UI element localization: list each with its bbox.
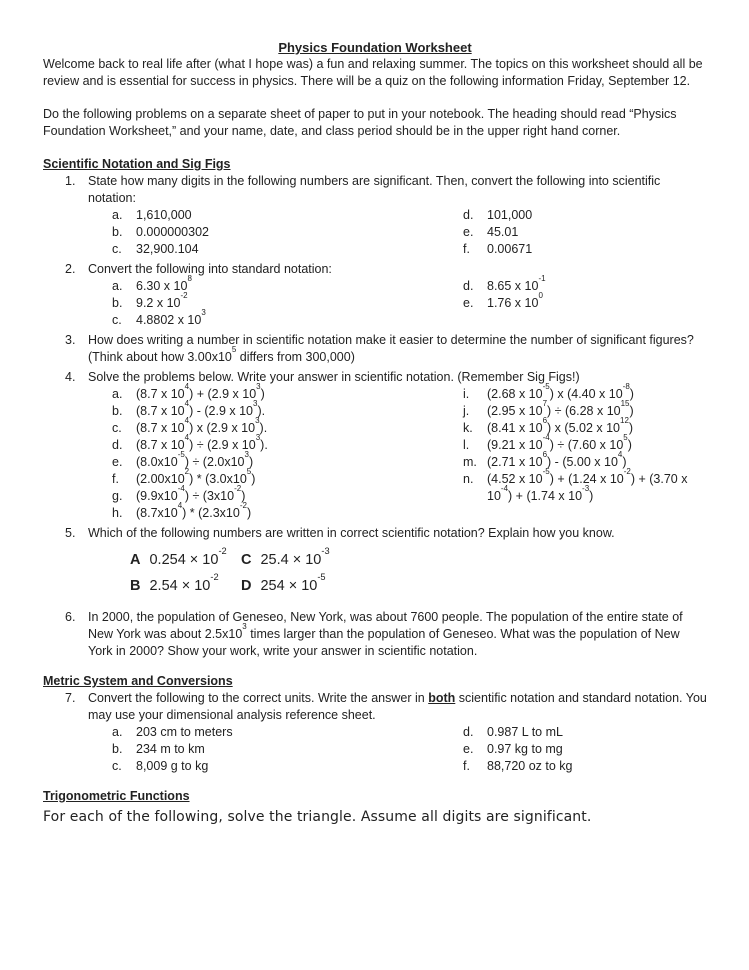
list-item-label: b. [112, 404, 123, 418]
list-item [112, 274, 463, 295]
question-5-number: 5. [65, 526, 76, 540]
list-item-label: D [241, 578, 252, 594]
question-4-prompt: Solve the problems below. Write your answer in scientific notation. (Remember Sig Figs!) [88, 370, 580, 384]
list-item-text: (8.41 x $10^6$) x (5.02 x $10^{12}$) [487, 416, 634, 435]
list-item-text: (2.71 x $10^6) - (5.00$ x $10^4$) [487, 450, 627, 469]
question-5-body [88, 525, 707, 606]
list-item-text: 0.00671 [487, 242, 533, 256]
list-item-label: a. [112, 725, 123, 739]
list-item [112, 308, 463, 329]
list-item-label: d. [463, 208, 474, 222]
list-item-text: $(9.9x10^{-4}) \div (3x10^{-2})$ [136, 484, 246, 503]
superscript-exponent: 12 [620, 416, 629, 426]
superscript-exponent: 8 [187, 274, 192, 284]
list-item-label: a. [112, 387, 123, 401]
list-item-label: c. [112, 759, 122, 773]
question-2 [43, 261, 707, 329]
list-item-label: c. [112, 242, 122, 256]
page-title: Physics Foundation Worksheet [278, 40, 472, 55]
superscript-exponent: -5 [177, 450, 185, 460]
question-1-body [88, 173, 707, 258]
list-item [463, 741, 707, 758]
question-1-options [88, 207, 707, 258]
superscript-exponent: 6 [542, 450, 548, 460]
list-item [112, 501, 463, 522]
superscript-exponent: 2 [184, 467, 190, 477]
superscript-exponent: 0 [538, 291, 543, 301]
question-6-prompt: In 2000, the population of Geneseo, New York, was about 7600 people. The population of the entire state of New York was about $2.5x10^3$ times larger than the population of Geneseo. What was the population of New York in 2000? Show your work, write your answer in scientific notation. [88, 610, 683, 658]
list-item-label: e. [112, 455, 123, 469]
list-item-label: n. [463, 472, 474, 486]
list-item-text: $(8.7x10^4) * (2.3x10^{-2})$ [136, 501, 252, 520]
section-heading-trig: Trigonometric Functions [43, 789, 190, 803]
list-item [463, 224, 707, 241]
list-item-text: 4.8802 x $10^3$ [136, 308, 206, 327]
list-item-label: d. [112, 438, 123, 452]
question-4 [43, 369, 707, 522]
list-item [112, 484, 463, 505]
question-7 [43, 690, 707, 775]
superscript-exponent: -4 [177, 484, 185, 494]
list-item-label: B [130, 578, 141, 594]
list-item-text: 203 cm to meters [136, 725, 233, 739]
list-item-text: 9.2 x $10^{-2}$ [136, 291, 188, 310]
section-trig [43, 788, 707, 827]
list-item-text: 101,000 [487, 208, 533, 222]
superscript-exponent: -8 [622, 382, 630, 392]
list-item-label: A [130, 552, 141, 568]
list-item-text: $(8.0x10^{-5}) \div (2.0x10^3)$ [136, 450, 254, 469]
superscript-exponent: 3 [253, 399, 258, 409]
list-item-text: 234 m to km [136, 742, 205, 756]
question-4-options-right [463, 382, 707, 505]
superscript-exponent: 5 [246, 467, 252, 477]
list-item-label: f. [463, 759, 470, 773]
trig-instruction: For each of the following, solve the triangle. Assume all digits are significant. [43, 809, 592, 825]
list-item [463, 291, 707, 312]
list-item-text: (4.52 x $10^{-5}) + (1.24$ x $10^{-2}) + (3.70$ x $10^{-4}) + (1.74$ x $10^{-3}$) [487, 467, 688, 503]
superscript-exponent: -2 [180, 291, 188, 301]
question-4-options-left [88, 382, 463, 522]
superscript-exponent: -3 [582, 484, 590, 494]
question-7-prompt: Convert the following to the correct units. Write the answer in both scientific notation and standard notation. You may use your dimensional analysis reference sheet. [88, 691, 707, 722]
question-7-body [88, 690, 707, 775]
superscript-exponent: -5 [317, 572, 326, 582]
superscript-exponent: 15 [620, 399, 630, 409]
question-7-options-left [88, 724, 463, 775]
list-item [112, 399, 463, 420]
list-item-text: $254 \times 10^{-5}$ [260, 572, 326, 594]
question-6-body [88, 609, 707, 660]
list-item-label: f. [463, 242, 470, 256]
question-1 [43, 173, 707, 258]
superscript-exponent: -2 [234, 484, 242, 494]
question-1-number: 1. [65, 174, 76, 188]
list-item-text: 45.01 [487, 225, 519, 239]
list-item [241, 573, 441, 599]
list-item-label: c. [112, 421, 122, 435]
list-item-text: $2.54 \times 10^{-2}$ [149, 572, 219, 594]
list-item [112, 467, 463, 488]
emphasized-text: both [428, 691, 456, 705]
list-item-label: b. [112, 225, 123, 239]
list-item-text: 8.65 x $10^{-1}$ [487, 274, 546, 293]
superscript-exponent: 3 [255, 433, 261, 443]
question-5-prompt: Which of the following numbers are written in correct scientific notation? Explain how you know. [88, 526, 615, 540]
list-item [463, 399, 707, 420]
list-item-label: f. [112, 472, 119, 486]
list-item-text: 8,009 g to kg [136, 759, 209, 773]
question-2-number: 2. [65, 262, 76, 276]
list-item-label: e. [463, 225, 474, 239]
question-6-number: 6. [65, 610, 76, 624]
list-item-label: k. [463, 421, 473, 435]
list-item [112, 724, 463, 741]
list-item-text: $0.254 \times 10^{-2}$ [149, 546, 227, 568]
superscript-exponent: 3 [201, 308, 206, 318]
list-item [463, 724, 707, 741]
list-item-text: $25.4 \times 10^{-3}$ [260, 546, 330, 568]
superscript-exponent: 4 [617, 450, 623, 460]
list-item [112, 241, 463, 258]
question-7-options-right [463, 724, 707, 775]
list-item-text: (8.7 x $10^4) + (2.9$ x $10^3$) [136, 382, 265, 401]
list-item [112, 416, 463, 437]
question-5-choices-right [241, 547, 441, 599]
list-item-label: c. [112, 313, 122, 327]
list-item-text: 88,720 oz to kg [487, 759, 573, 773]
list-item-label: e. [463, 742, 474, 756]
superscript-exponent: 5 [231, 345, 237, 355]
superscript-exponent: -3 [321, 546, 330, 556]
list-item [463, 450, 707, 471]
question-1-options-right [463, 207, 707, 258]
question-6 [43, 609, 707, 660]
superscript-exponent: 4 [184, 399, 190, 409]
question-5 [43, 525, 707, 606]
question-4-number: 4. [65, 370, 76, 384]
list-item-text: 1,610,000 [136, 208, 192, 222]
list-item-label: d. [463, 725, 474, 739]
superscript-exponent: 5 [623, 433, 628, 443]
superscript-exponent: 3 [255, 416, 260, 426]
list-item [463, 467, 707, 505]
list-item-text: (8.7 x $10^4$) x (2.9 x $10^3$). [136, 416, 268, 435]
list-item-text: (8.7 x $10^4) \div (2.9$ x $10^3$). [136, 433, 268, 452]
superscript-exponent: 3 [244, 450, 249, 460]
list-item-text: (9.21 x $10^{-4}) \div (7.60$ x $10^5$) [487, 433, 632, 452]
list-item [463, 382, 707, 403]
list-item-label: e. [463, 296, 474, 310]
list-item-label: g. [112, 489, 123, 503]
list-item-label: b. [112, 296, 123, 310]
superscript-exponent: 3 [242, 622, 247, 632]
intro-paragraph-1: Welcome back to real life after (what I hope was) a fun and relaxing summer. The topics on this worksheet should all be review and is essential for success in physics. There will be a quiz on the following information Friday, September 12. [43, 57, 703, 88]
list-item-label: m. [463, 455, 477, 469]
list-item-label: C [241, 552, 252, 568]
superscript-exponent: -2 [218, 546, 227, 556]
list-item-label: l. [463, 438, 470, 452]
superscript-exponent: -2 [623, 467, 631, 477]
section-metric [43, 673, 707, 775]
list-item [112, 207, 463, 224]
list-item-text: (8.7 x $10^4) - (2.9$ x $10^3$). [136, 399, 266, 418]
list-item [463, 758, 707, 775]
superscript-exponent: 4 [177, 501, 183, 511]
section-heading-metric: Metric System and Conversions [43, 674, 233, 688]
question-5-choices [88, 547, 707, 599]
question-7-number: 7. [65, 691, 76, 705]
list-item-label: a. [112, 279, 123, 293]
list-item [112, 741, 463, 758]
question-4-body [88, 369, 707, 522]
list-item [463, 241, 707, 258]
list-item [130, 573, 241, 599]
superscript-exponent: 4 [184, 433, 190, 443]
question-2-body [88, 261, 707, 329]
question-5-choices-left [88, 547, 241, 599]
list-item-label: j. [463, 404, 470, 418]
list-item-label: d. [463, 279, 474, 293]
question-3-prompt: How does writing a number in scientific notation make it easier to determine the number of significant figures? (Think about how $3.00x10^5$ differs from 300,000) [88, 333, 694, 364]
question-1-options-left [88, 207, 463, 258]
list-item [112, 291, 463, 312]
list-item [463, 207, 707, 224]
question-2-prompt: Convert the following into standard notation: [88, 262, 332, 276]
list-item [463, 416, 707, 437]
list-item-text: 0.987 L to mL [487, 725, 563, 739]
list-item [241, 547, 441, 573]
question-3-body [88, 332, 707, 366]
list-item-text: 0.97 kg to mg [487, 742, 563, 756]
superscript-exponent: 7 [542, 399, 548, 409]
list-item-label: b. [112, 742, 123, 756]
list-item-text: (2.68 x $10^{-5}$) x (4.40 x $10^{-8}$) [487, 382, 634, 401]
superscript-exponent: -4 [542, 433, 550, 443]
list-item-text: 1.76 x $10^0$ [487, 291, 543, 310]
superscript-exponent: 4 [184, 416, 190, 426]
superscript-exponent: -4 [500, 484, 509, 494]
section-heading-sigfigs: Scientific Notation and Sig Figs [43, 157, 231, 171]
superscript-exponent: 4 [184, 382, 190, 392]
list-item [463, 433, 707, 454]
list-item [112, 433, 463, 454]
intro-paragraph-2: Do the following problems on a separate sheet of paper to put in your notebook. The heading should read “Physics Foundation Worksheet,” and your name, date, and class period should be in the upper right hand corner. [43, 107, 677, 138]
superscript-exponent: -5 [542, 382, 550, 392]
list-item-text: (2.95 x $10^7) \div (6.28$ x $10^{15}$) [487, 399, 634, 418]
list-item-text: 0.000000302 [136, 225, 209, 239]
superscript-exponent: -2 [210, 572, 219, 582]
question-2-options [88, 274, 707, 329]
list-item [130, 547, 241, 573]
superscript-exponent: 6 [542, 416, 548, 426]
list-item-label: i. [463, 387, 470, 401]
question-3-number: 3. [65, 333, 76, 347]
superscript-exponent: 3 [256, 382, 261, 392]
question-7-options [88, 724, 707, 775]
list-item-text: 6.30 x $10^8$ [136, 274, 192, 293]
superscript-exponent: -5 [542, 467, 550, 477]
list-item-text: 32,900.104 [136, 242, 199, 256]
list-item [112, 224, 463, 241]
list-item [463, 274, 707, 295]
question-2-options-left [88, 274, 463, 329]
question-4-options [88, 382, 707, 522]
list-item-text: $(2.00x10^2) * (3.0x10^5)$ [136, 467, 256, 486]
question-1-prompt: State how many digits in the following numbers are significant. Then, convert the following into scientific notation: [88, 174, 661, 205]
question-2-options-right [463, 274, 707, 312]
question-3 [43, 332, 707, 366]
list-item [112, 450, 463, 471]
list-item-label: a. [112, 208, 123, 222]
superscript-exponent: -1 [538, 274, 546, 284]
list-item [112, 382, 463, 403]
superscript-exponent: -2 [239, 501, 247, 511]
list-item-label: h. [112, 506, 123, 520]
list-item [112, 758, 463, 775]
